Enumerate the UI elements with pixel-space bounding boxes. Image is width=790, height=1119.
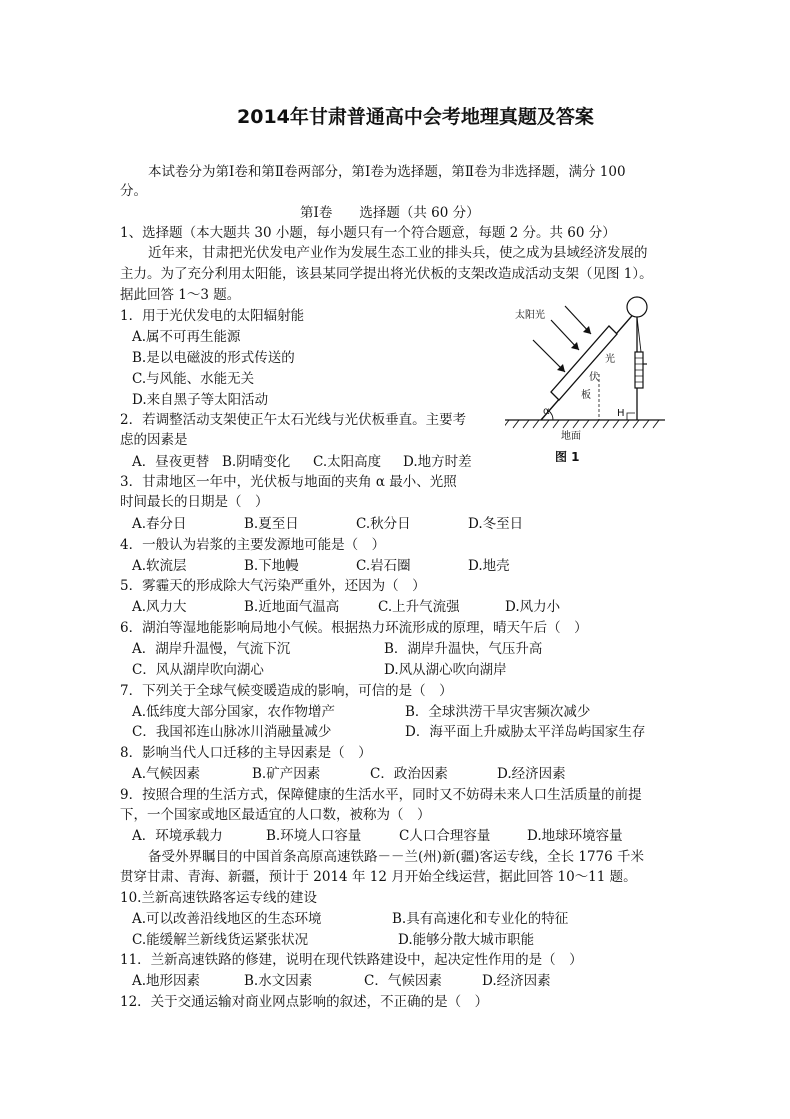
sunlight-label: 太阳光	[515, 310, 545, 321]
panel-label: 伏	[589, 372, 599, 383]
option: C人口合理容量	[399, 828, 491, 844]
question-stem: 9．按照合理的生活方式，保障健康的生活水平，同时又不妨碍未来人口生活质量的前提	[120, 787, 642, 803]
option: A.低纬度大部分国家，农作物增产	[132, 704, 336, 720]
part-heading: 1、选择题（本大题共 30 小题，每小题只有一个符合题意，每题 2 分。共 60 分）	[120, 225, 616, 241]
question-stem: 12．关于交通运输对商业网点影响的叙述，不正确的是（ ）	[120, 994, 489, 1010]
option: D.冬至日	[468, 516, 524, 532]
option: B．全球洪涝干旱灾害频次减少	[405, 704, 591, 720]
section-header: 第Ⅰ卷 选择题（共 60 分）	[300, 205, 480, 221]
option: C.能缓解兰新线货运紧张状况	[132, 932, 309, 948]
option: C．气候因素	[364, 973, 442, 989]
question-stem: 7．下列关于全球气候变暖造成的影响，可信的是（ ）	[120, 683, 453, 699]
option: B.阴晴变化	[222, 454, 291, 470]
option: C.上升气流强	[378, 599, 460, 615]
question-stem: 下，一个国家或地区最适宜的人口数，被称为（ ）	[120, 807, 431, 823]
question-stem: 6．湖泊等湿地能影响局地小气候。根据热力环流形成的原理，晴天午后（ ）	[120, 620, 588, 636]
option: D.来自黑子等太阳活动	[132, 392, 269, 408]
option: B．湖岸升温快，气压升高	[384, 641, 543, 657]
passage-line: 贯穿甘肃、青海、新疆，预计于 2014 年 12 月开始全线运营，据此回答 10～11 题。	[120, 869, 637, 885]
option: C.与风能、水能无关	[132, 371, 255, 387]
option: D.风力小	[505, 599, 561, 615]
option: A．湖岸升温慢，气流下沉	[132, 641, 291, 657]
option: C．风从湖岸吹向湖心	[132, 662, 264, 678]
option: B.水文因素	[244, 973, 313, 989]
option: A.属不可再生能源	[132, 329, 241, 345]
option: C.秋分日	[356, 516, 411, 532]
option: A.软流层	[132, 558, 187, 574]
option: A.春分日	[132, 516, 187, 532]
option: B.下地幔	[244, 558, 299, 574]
intro-line-1: 本试卷分为第Ⅰ卷和第Ⅱ卷两部分，第Ⅰ卷为选择题，第Ⅱ卷为非选择题，满分 100	[148, 164, 626, 180]
passage-line: 近年来，甘肃把光伏发电产业作为发展生态工业的排头兵，使之成为县域经济发展的	[148, 245, 648, 261]
option: B.环境人口容量	[266, 828, 362, 844]
passage-line: 据此回答 1～3 题。	[120, 287, 241, 303]
option: B.矿产因素	[252, 766, 321, 782]
option: D.风从湖心吹向湖岸	[384, 662, 507, 678]
option: A.风力大	[132, 599, 187, 615]
option: D．海平面上升威胁太平洋岛屿国家生存	[405, 724, 646, 740]
question-stem: 11．兰新高速铁路的修建，说明在现代铁路建设中，起决定性作用的是（ ）	[120, 952, 583, 968]
option: D.能够分散大城市职能	[398, 932, 535, 948]
option: B.近地面气温高	[244, 599, 340, 615]
option: D.地壳	[468, 558, 510, 574]
option: D.地方时差	[403, 454, 472, 470]
question-stem: 10.兰新高速铁路客运专线的建设	[120, 890, 317, 906]
option: B.具有高速化和专业化的特征	[392, 911, 569, 927]
option: C.岩石圈	[356, 558, 411, 574]
option: D.经济因素	[482, 973, 551, 989]
question-stem: 5．雾霾天的形成除大气污染严重外，还因为（ ）	[120, 578, 426, 594]
question-stem: 4．一般认为岩浆的主要发源地可能是（ ）	[120, 537, 386, 553]
intro-line-2: 分。	[120, 183, 147, 199]
option: C．我国祁连山脉冰川消融量减少	[132, 724, 332, 740]
passage-line: 主力。为了充分利用太阳能，该县某同学提出将光伏板的支架改造成活动支架（见图 1）。	[120, 266, 653, 282]
option: C．政治因素	[370, 766, 448, 782]
question-stem: 3．甘肃地区一年中，光伏板与地面的夹角 α 最小、光照	[120, 474, 457, 490]
question-stem: 2．若调整活动支架使正午太石光线与光伏板垂直。主要考	[120, 412, 467, 428]
option: A.气候因素	[132, 766, 201, 782]
figure-1-diagram	[505, 292, 665, 462]
page-title: 2014年甘肃普通高中会考地理真题及答案	[237, 106, 594, 128]
question-stem: 1．用于光伏发电的太阳辐射能	[120, 308, 305, 324]
ground-label: 地面	[561, 431, 581, 442]
option: A.可以改善沿线地区的生态环境	[132, 911, 322, 927]
option: D.地球环境容量	[527, 828, 623, 844]
option: D.经济因素	[497, 766, 566, 782]
option: C.太阳高度	[313, 454, 382, 470]
option: B.夏至日	[244, 516, 299, 532]
question-stem: 8．影响当代人口迁移的主导因素是（ ）	[120, 745, 372, 761]
passage-line: 备受外界瞩目的中国首条高原高速铁路－－兰(州)新(疆)客运专线，全长 1776 千米	[148, 849, 645, 865]
option: B.是以电磁波的形式传送的	[132, 350, 295, 366]
panel-label: 光	[605, 354, 615, 365]
alpha-label: α	[543, 406, 550, 417]
height-label: H	[617, 408, 625, 419]
question-stem: 虑的因素是	[120, 432, 188, 448]
option: A.地形因素	[132, 973, 201, 989]
question-stem: 时间最长的日期是（ ）	[120, 494, 269, 510]
panel-label: 板	[581, 390, 591, 401]
figure-caption: 图 1	[555, 450, 580, 462]
option: A．昼夜更替	[132, 454, 210, 470]
option: A．环境承载力	[132, 828, 223, 844]
